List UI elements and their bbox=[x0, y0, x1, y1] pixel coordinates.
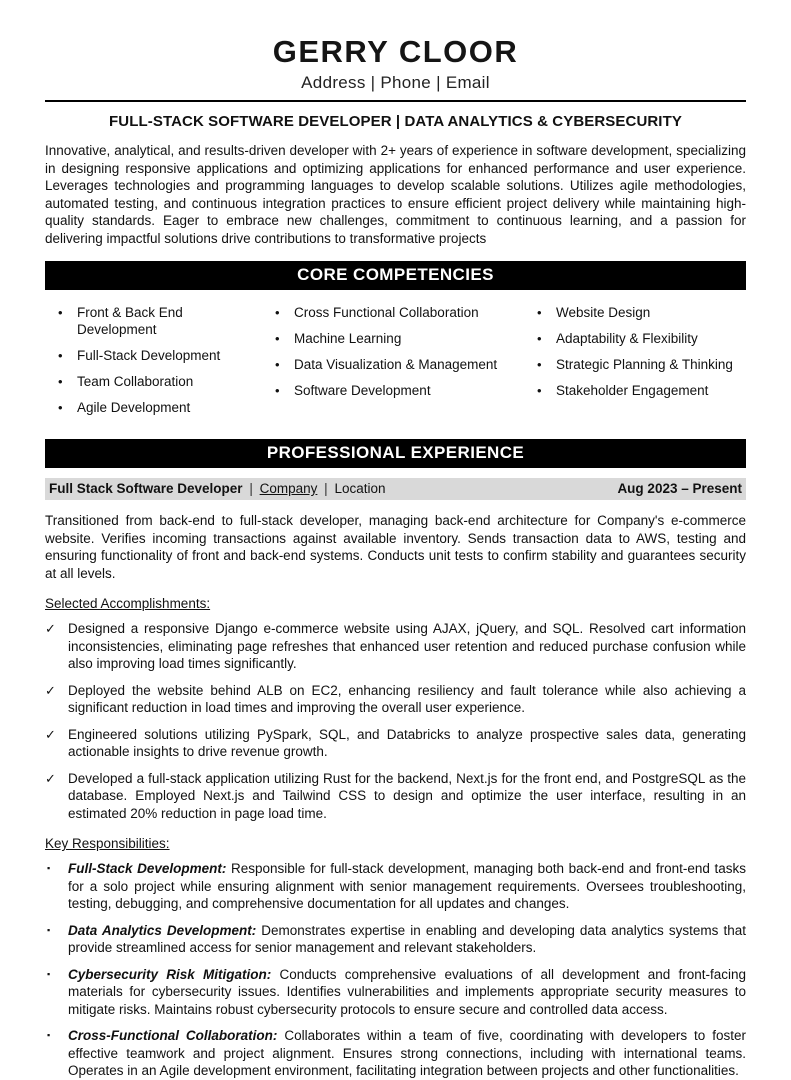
accomplishment-item bbox=[45, 726, 746, 761]
responsibility-item bbox=[45, 1027, 746, 1080]
competencies-column-1 bbox=[45, 304, 262, 425]
responsibility-label: Full-Stack Development: bbox=[68, 861, 227, 876]
candidate-name: GERRY CLOOR bbox=[272, 34, 519, 69]
competency-label: Data Visualization & Management bbox=[294, 357, 498, 372]
responsibility-text bbox=[68, 1027, 746, 1080]
competency-label: Cross Functional Collaboration bbox=[294, 305, 479, 320]
responsibility-item bbox=[45, 922, 746, 957]
bullet-icon: • bbox=[58, 348, 63, 363]
responsibility-item bbox=[45, 860, 746, 913]
accomplishments-list bbox=[45, 620, 746, 822]
responsibility-body: Demonstrates expertise in enabling and developing data analytics systems that provide streamlined access for senior management and relevant stakeholders. bbox=[68, 922, 746, 955]
competency-item bbox=[524, 356, 746, 373]
competency-label: Strategic Planning & Thinking bbox=[556, 357, 733, 372]
competency-item bbox=[524, 304, 746, 321]
bullet-icon: • bbox=[537, 357, 542, 372]
responsibility-body: Conducts comprehensive evaluations of all development and front-facing materials for cybersecurity issues. Identifies vulnerabilities and implements appropriate security measures to mitigate risks. Maintains robust cybersecurity protocols to ensure secure and controlled data access. bbox=[68, 966, 746, 1017]
job-header-bar bbox=[45, 478, 746, 500]
bullet-icon: • bbox=[58, 305, 63, 320]
responsibility-body: Responsible for full-stack development, managing both back-end and front-end tasks for a solo project while ensuring alignment with senior management requirements. Oversees troubleshooting, testing, debugging, and comprehensive documentation for all updates and changes. bbox=[68, 861, 746, 911]
accomplishment-item bbox=[45, 682, 746, 717]
competency-label: Front & Back End Development bbox=[77, 305, 183, 337]
bullet-icon: • bbox=[537, 331, 542, 346]
bullet-icon: • bbox=[275, 305, 280, 320]
responsibility-text bbox=[68, 860, 746, 913]
responsibility-item bbox=[45, 966, 746, 1019]
competency-item bbox=[524, 330, 746, 347]
checkmark-icon: ✓ bbox=[45, 621, 56, 636]
job-title: Full Stack Software Developer bbox=[49, 481, 243, 496]
responsibilities-heading: Key Responsibilities: bbox=[45, 836, 170, 851]
responsibility-label: Cybersecurity Risk Mitigation: bbox=[68, 966, 272, 982]
responsibility-body: Collaborates within a team of five, coordinating with developers to foster effective teamwork and project alignment. Ensures strong connections, including with international teams. Operates in an Agile development environment, facilitating integration between projects and other functionalities. bbox=[68, 1028, 746, 1078]
competency-item bbox=[262, 330, 524, 347]
bullet-icon: • bbox=[58, 400, 63, 415]
competency-label: Machine Learning bbox=[294, 331, 402, 346]
bullet-icon: • bbox=[58, 374, 63, 389]
separator: | bbox=[324, 481, 328, 496]
competency-item bbox=[45, 373, 262, 390]
job-description: Transitioned from back-end to full-stack developer, managing back-end architecture for Company's e-commerce website. Verifies incoming transactions against available inventory. Sends transaction data to AWS, testing and ensuring functionality of front and back-end systems. Conducts unit tests to confirm stability and guarantees security at all levels. bbox=[45, 513, 746, 581]
job-location: Location bbox=[334, 481, 386, 496]
responsibility-label: Cross-Functional Collaboration: bbox=[68, 1028, 278, 1043]
accomplishments-heading: Selected Accomplishments: bbox=[45, 596, 211, 611]
competency-label: Website Design bbox=[556, 305, 651, 320]
summary-paragraph: Innovative, analytical, and results-driven developer with 2+ years of experience in software development, specializing in designing responsive applications and optimizing applications for enhanced performance and user experience. Leverages technologies and programming languages to develop scalable solutions. Utilizes agile methodologies, automated testing, and continuous integration practices to ensure efficient project delivery while maintaining high-quality standards. Eager to embrace new challenges, commitment to continuous learning, and a passion for delivering impactful solutions drive contributions to transformative projects bbox=[45, 143, 746, 246]
headline-title: FULL-STACK SOFTWARE DEVELOPER | DATA ANALYTICS & CYBERSECURITY bbox=[109, 113, 682, 130]
responsibility-text bbox=[68, 922, 746, 957]
square-bullet-icon: ▪ bbox=[47, 924, 51, 935]
competency-label: Team Collaboration bbox=[77, 374, 194, 389]
accomplishment-item bbox=[45, 620, 746, 673]
competencies-grid bbox=[45, 304, 746, 425]
square-bullet-icon: ▪ bbox=[47, 968, 51, 979]
competencies-column-2 bbox=[262, 304, 524, 425]
competency-item bbox=[45, 347, 262, 364]
responsibility-label: Data Analytics Development: bbox=[68, 922, 257, 938]
competency-label: Adaptability & Flexibility bbox=[556, 331, 698, 346]
competency-item bbox=[45, 399, 262, 416]
checkmark-icon: ✓ bbox=[45, 770, 56, 786]
job-title-line bbox=[49, 481, 388, 496]
accomplishment-text: Deployed the website behind ALB on EC2, enhancing resiliency and fault tolerance while also achieving a significant reduction in load times and improving the overall user experience. bbox=[68, 682, 746, 715]
checkmark-icon: ✓ bbox=[45, 726, 56, 742]
responsibility-text bbox=[68, 966, 746, 1019]
competency-label: Software Development bbox=[294, 383, 431, 398]
competency-item bbox=[262, 304, 524, 321]
competency-label: Full-Stack Development bbox=[77, 348, 221, 363]
bullet-icon: • bbox=[537, 383, 542, 398]
bullet-icon: • bbox=[537, 305, 542, 320]
header-divider bbox=[45, 100, 746, 102]
bullet-icon: • bbox=[275, 357, 280, 372]
bullet-icon: • bbox=[275, 331, 280, 346]
accomplishment-text: Engineered solutions utilizing PySpark, SQL, and Databricks to analyze prospective sales data, generating actionable insights to drive revenue growth. bbox=[68, 726, 746, 759]
company-name: Company bbox=[259, 481, 318, 496]
section-header-professional-experience: PROFESSIONAL EXPERIENCE bbox=[45, 439, 746, 468]
competency-item bbox=[262, 382, 524, 399]
job-dates: Aug 2023 – Present bbox=[617, 481, 742, 496]
competency-item bbox=[524, 382, 746, 399]
competency-label: Stakeholder Engagement bbox=[556, 383, 709, 398]
section-header-core-competencies: CORE COMPETENCIES bbox=[45, 261, 746, 290]
competency-item bbox=[262, 356, 524, 373]
accomplishment-item bbox=[45, 770, 746, 823]
accomplishment-text: Developed a full-stack application utilizing Rust for the backend, Next.js for the front end, and PostgreSQL as the database. Employed Next.js and Tailwind CSS to design and optimize the user interface, resulting in an estimated 20% reduction in page load time. bbox=[68, 770, 746, 821]
competency-label: Agile Development bbox=[77, 400, 191, 415]
competencies-column-3 bbox=[524, 304, 746, 425]
square-bullet-icon: ▪ bbox=[47, 1030, 51, 1040]
accomplishment-text: Designed a responsive Django e-commerce website using AJAX, jQuery, and SQL. Resolved cart information inconsistencies, eliminating page refreshes that enhanced user retention and reduced purchase confusion while also improving load times significantly. bbox=[68, 621, 746, 671]
responsibilities-list bbox=[45, 860, 746, 1080]
separator: | bbox=[249, 481, 253, 496]
square-bullet-icon: ▪ bbox=[47, 863, 51, 873]
checkmark-icon: ✓ bbox=[45, 682, 56, 698]
competency-item bbox=[45, 304, 262, 338]
contact-line: Address | Phone | Email bbox=[301, 73, 490, 92]
bullet-icon: • bbox=[275, 383, 280, 398]
